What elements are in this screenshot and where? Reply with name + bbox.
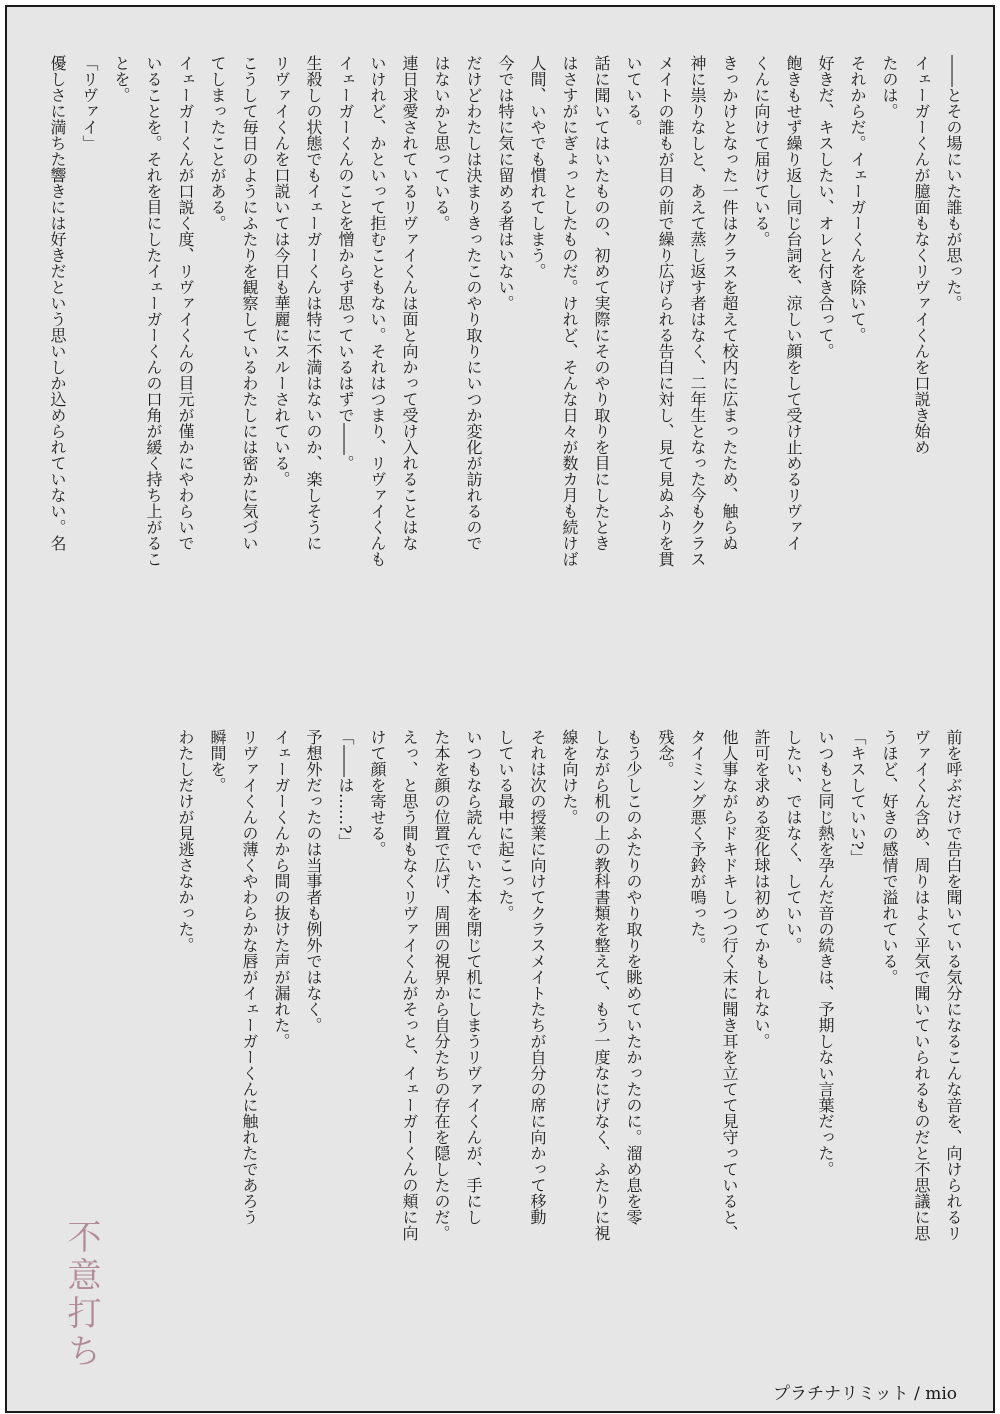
text-line: いている。 (624, 55, 643, 135)
text-line: 他人事ながらドキドキしつつ行く末に聞き耳を立てて見守っていると、 (720, 729, 739, 1241)
text-line: 前を呼ぶだけで告白を聞いている気分になるこんな音を、向けられるリ (944, 729, 963, 1241)
story-title: 不意打ち (61, 1219, 101, 1371)
text-line: てしまったことがある。 (208, 55, 227, 231)
text-line: 好きだ、キスしたい、オレと付き合って。 (816, 55, 835, 359)
text-line: リヴァイくんを口説いては今日も華麗にスルーされている。 (272, 55, 291, 487)
text-line: たのは。 (880, 55, 899, 119)
text-line: うほど、好きの感情で溢れている。 (880, 729, 899, 985)
text-line: 「――は……?」 (336, 729, 355, 850)
text-line: きっかけとなった一件はクラスを超えて校内に広まったため、触らぬ (720, 55, 739, 551)
text-line: 連日求愛されているリヴァイくんは面と向かって受け入れることはな (400, 55, 419, 551)
text-line: いつもと同じ熱を孕んだ音の続きは、予期しない言葉だった。 (816, 729, 835, 1177)
text-line: イェーガーくんから間の抜けた声が漏れた。 (272, 729, 291, 1049)
text-line: 話に聞いてはいたものの、初めて実際にそのやり取りを目にしたとき (592, 55, 611, 551)
text-line: 飽きもせず繰り返し同じ台詞を、涼しい顔をして受け止めるリヴァイ (784, 55, 803, 551)
text-line: 「リヴァイ」 (80, 55, 99, 151)
text-line: ヴァイくん含め、周りはよく平気で聞いていられるものだと不思議に思 (912, 729, 931, 1241)
text-line: とを。 (112, 55, 131, 103)
text-line: 瞬間を。 (208, 729, 227, 793)
text-line: こうして毎日のようにふたりを観察しているわたしには密かに気づい (240, 55, 259, 551)
text-line: 優しさに満ちた響きには好きだという思いしか込められていない。名 (48, 55, 67, 551)
author-credit: プラチナリミット / mio (773, 1384, 957, 1404)
text-line: えっ、と思う間もなくリヴァイくんがそっと、イェーガーくんの頬に向 (400, 729, 419, 1241)
text-line: 予想外だったのは当事者も例外ではなく。 (304, 729, 323, 1033)
text-line: しながら机の上の教科書類を整えて、もう一度なにげなく、ふたりに視 (592, 729, 611, 1241)
text-line: それからだ。イェーガーくんを除いて。 (848, 55, 867, 343)
text-line: 神に祟りなしと、あえて蒸し返す者はなく、二年生となった今もクラス (688, 55, 707, 567)
text-line: た本を顔の位置で広げ、周囲の視界から自分たちの存在を隠したのだ。 (432, 729, 451, 1241)
text-line: 残念。 (656, 729, 675, 777)
lower-text-block (169, 729, 969, 1369)
text-line: している最中に起こった。 (496, 729, 515, 921)
text-line: ――とその場にいた誰もが思った。 (944, 55, 963, 311)
text-line: いけれど、かといって拒むこともない。それはつまり、リヴァイくんも (368, 55, 387, 567)
text-line: くんに向けて届けている。 (752, 55, 771, 247)
text-line: けて顔を寄せる。 (368, 729, 387, 857)
text-line: いつもなら読んでいた本を閉じて机にしまうリヴァイくんが、手にし (464, 729, 483, 1225)
text-line: もう少しこのふたりのやり取りを眺めていたかったのに。溜め息を零 (624, 729, 643, 1225)
text-line: 線を向けた。 (560, 729, 579, 825)
text-line: いることを。それを目にしたイェーガーくんの口角が緩く持ち上がるこ (144, 55, 163, 567)
text-line: 生殺しの状態でもイェーガーくんは特に不満はないのか、楽しそうに (304, 55, 323, 551)
text-line: 許可を求める変化球は初めてかもしれない。 (752, 729, 771, 1049)
text-line: はさすがにぎょっとしたものだ。けれど、そんな日々が数カ月も続けば (560, 55, 579, 567)
text-line: だけどわたしは決まりきったこのやり取りにいつか変化が訪れるので (464, 55, 483, 551)
upper-text-block (41, 55, 969, 695)
page (5, 5, 995, 1413)
text-line: タイミング悪く予鈴が鳴った。 (688, 729, 707, 953)
text-line: 人間、いやでも慣れてしまう。 (528, 55, 547, 279)
text-line: それは次の授業に向けてクラスメイトたちが自分の席に向かって移動 (528, 729, 547, 1225)
text-line: メイトの誰もが目の前で繰り広げられる告白に対し、見て見ぬふりを貫 (656, 55, 675, 567)
text-line: イェーガーくんが臆面もなくリヴァイくんを口説き始め (912, 55, 931, 455)
text-line: はないかと思っている。 (432, 55, 451, 231)
text-line: したい、ではなく、していい。 (784, 729, 803, 953)
text-line: わたしだけが見逃さなかった。 (176, 729, 195, 953)
text-line: リヴァイくんの薄くやわらかな唇がイェーガーくんに触れたであろう (240, 729, 259, 1225)
text-line: 「キスしていい?」 (848, 729, 867, 866)
text-line: イェーガーくんが口説く度、リヴァイくんの目元が僅かにやわらいで (176, 55, 195, 551)
text-line: イェーガーくんのことを憎からず思っているはずで――。 (336, 55, 355, 471)
text-line: 今では特に気に留める者はいない。 (496, 55, 515, 311)
